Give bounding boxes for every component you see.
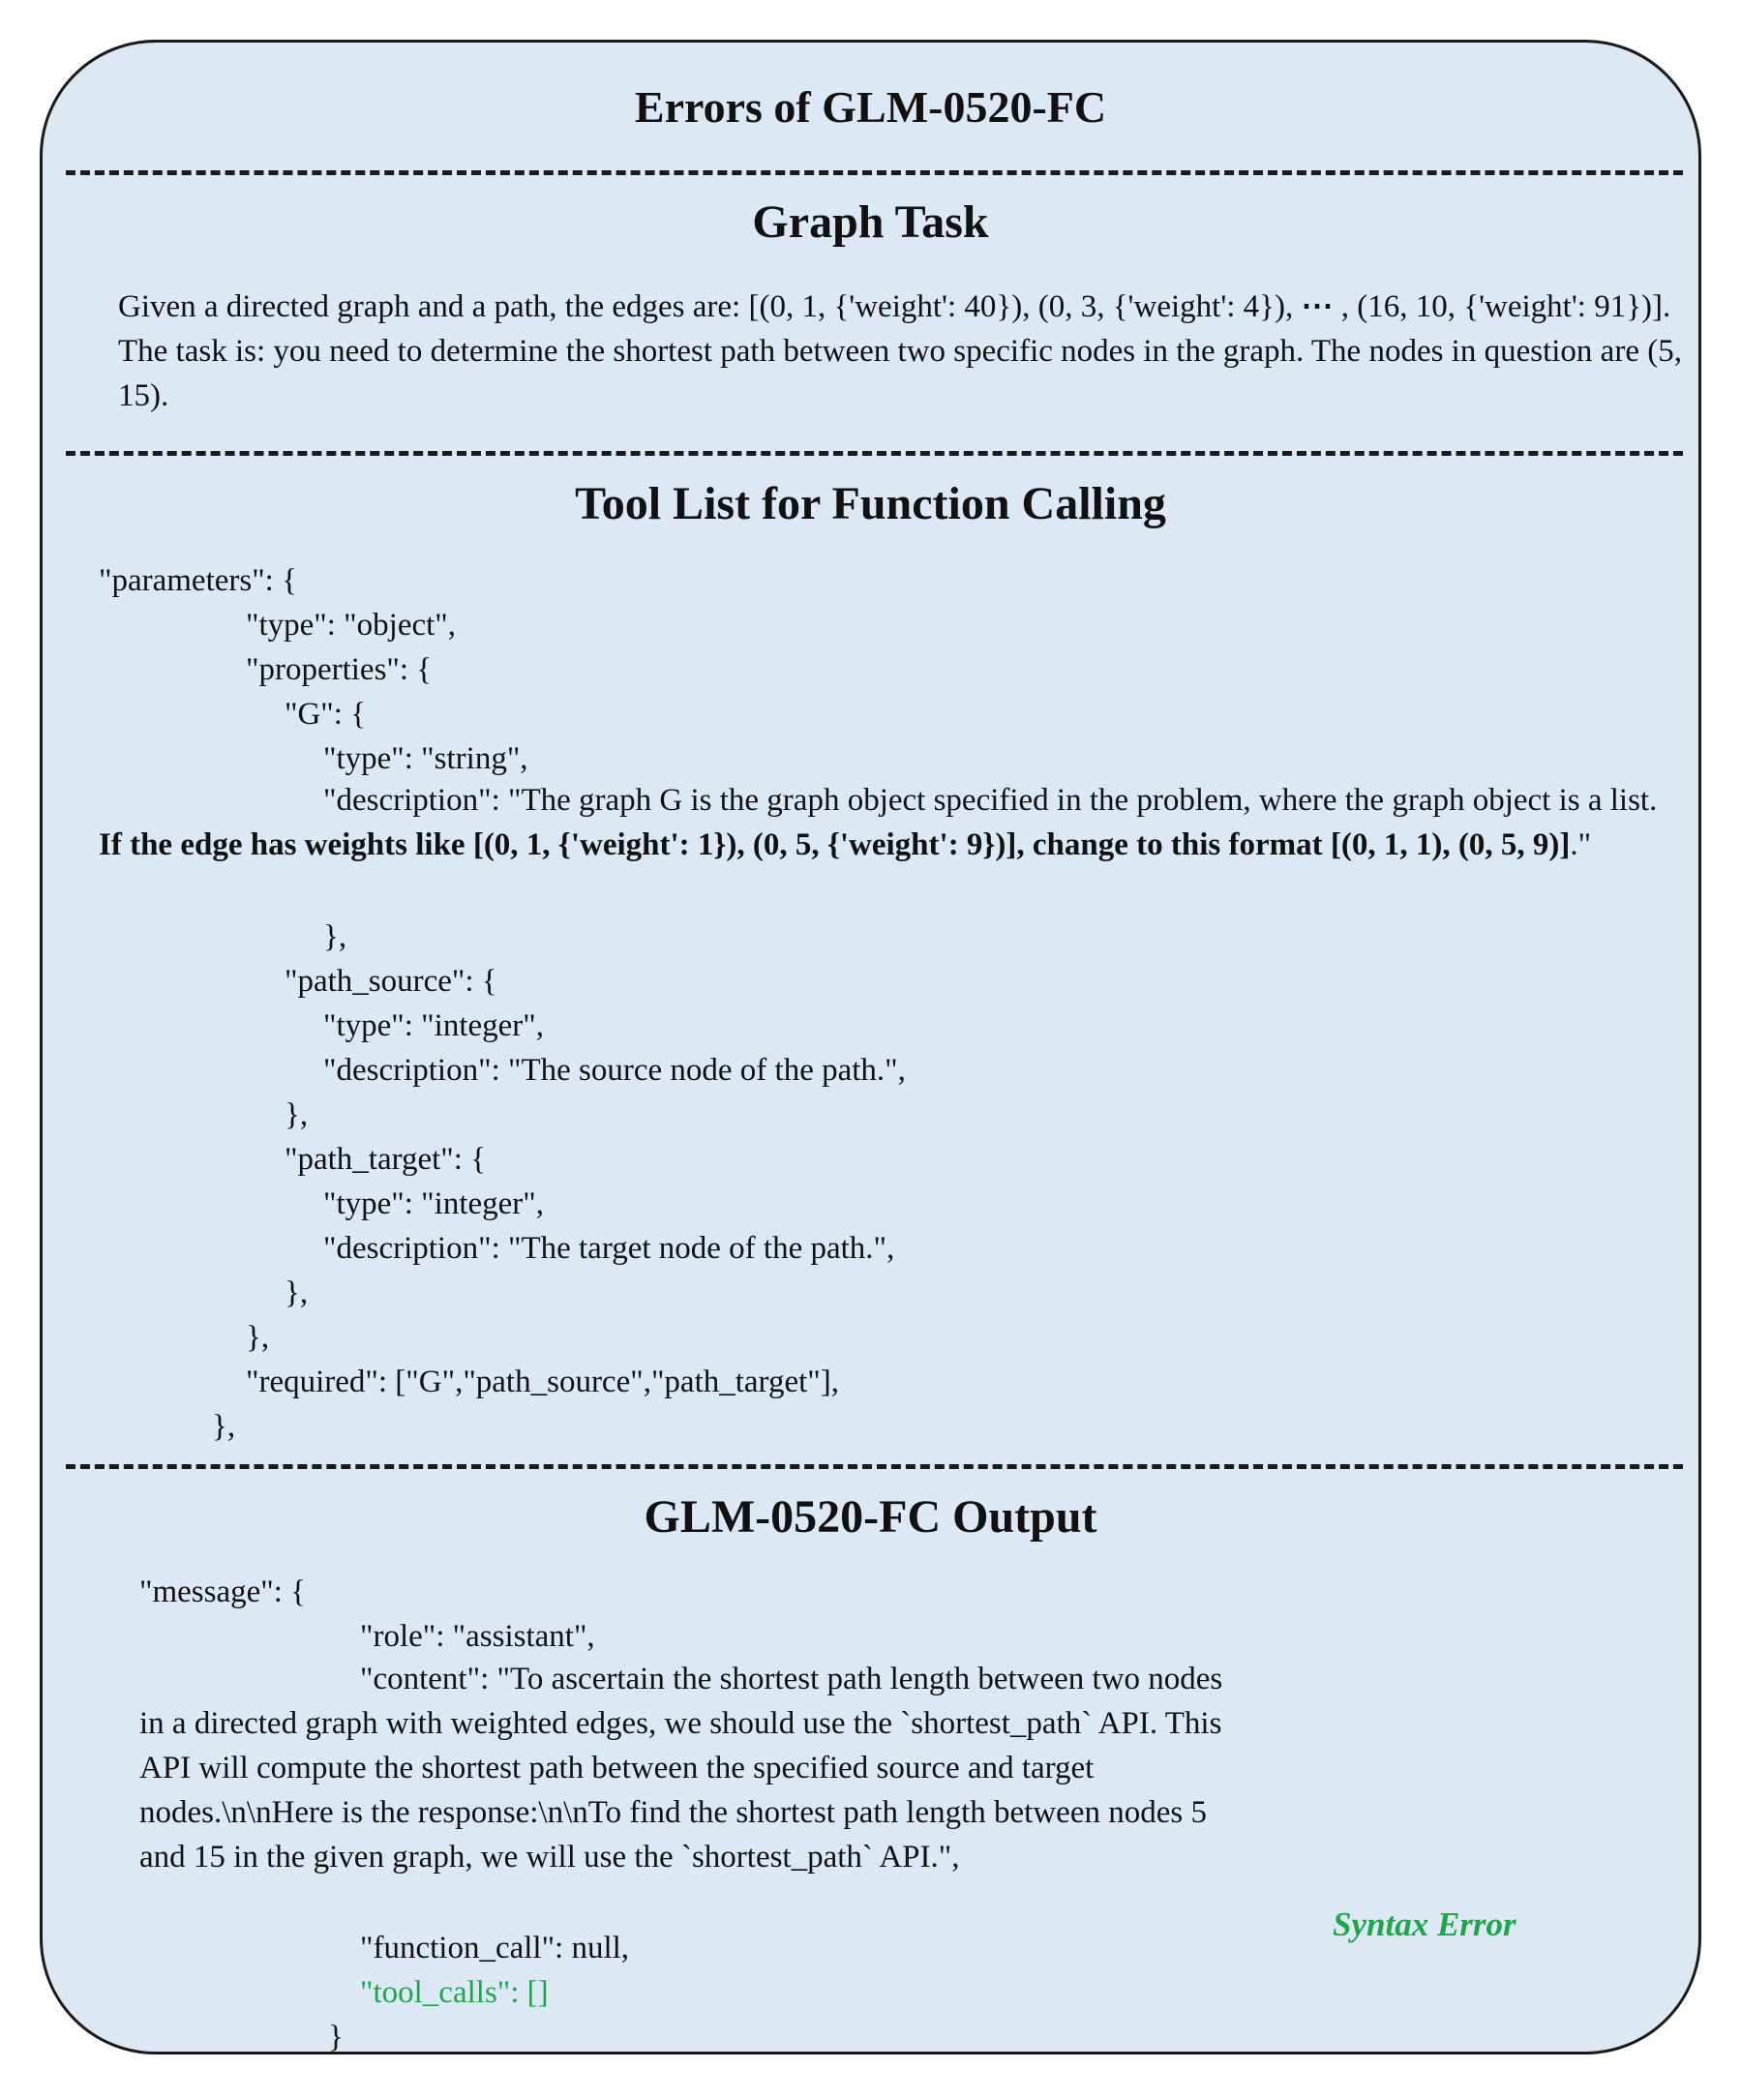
- output-line: "message": {: [139, 1575, 306, 1609]
- code-line: "description": "The target node of the path.",: [323, 1231, 895, 1266]
- code-line: "properties": {: [246, 652, 433, 687]
- page-title: Errors of GLM-0520-FC: [634, 82, 1107, 132]
- output-line: "function_call": null,: [360, 1931, 630, 1965]
- description-end: .": [1570, 827, 1592, 862]
- ellipsis-glyph: ⋯: [1301, 289, 1334, 324]
- code-line: "G": {: [285, 697, 367, 732]
- section-divider: [66, 170, 1683, 175]
- graph-task-text: [118, 285, 1696, 418]
- code-line: "type": "integer",: [323, 1008, 544, 1043]
- code-line: },: [285, 1097, 309, 1132]
- code-line: "type": "integer",: [323, 1186, 544, 1221]
- code-line: "path_target": {: [285, 1142, 487, 1177]
- description-block: [99, 778, 1666, 867]
- output-content: "content": "To ascertain the shortest path length between two nodes in a directed graph with weighted edges, we should use the `shortest_path` API. This API will compute the shortest path between the specified source and target nodes.\n\nHere is the response:\n\nTo find the shortest path length between nodes 5 and 15 in the given graph, we will use the `shortest_path` API.",: [139, 1662, 1223, 1875]
- description-bold: If the edge has weights like [(0, 1, {'weight': 1}), (0, 5, {'weight': 9})], change to this format [(0, 1, 1), (0, 5, 9)]: [99, 827, 1571, 862]
- code-line: "type": "string",: [323, 741, 528, 776]
- error-card: [40, 40, 1701, 2055]
- code-line: "type": "object",: [246, 608, 456, 643]
- section-divider: [66, 1464, 1683, 1469]
- code-line: },: [212, 1409, 236, 1444]
- output-heading: GLM-0520-FC Output: [644, 1491, 1097, 1543]
- code-line: "path_source": {: [285, 964, 497, 999]
- section-divider: [66, 451, 1683, 456]
- code-line: },: [285, 1275, 309, 1310]
- output-line: }: [328, 2020, 344, 2055]
- graph-task-heading: Graph Task: [752, 196, 989, 248]
- code-line: },: [246, 1320, 270, 1355]
- task-text-part1: Given a directed graph and a path, the edges are: [(0, 1, {'weight': 40}), (0, 3, {'weight': 4}),: [118, 289, 1302, 324]
- tool-list-heading: Tool List for Function Calling: [575, 478, 1166, 529]
- code-line: "required": ["G","path_source","path_target"],: [246, 1365, 839, 1399]
- code-line: "description": "The source node of the path.",: [323, 1053, 906, 1088]
- task-text-part2: , (16, 10, {'weight': 91})]. The task is: you need to determine the shortest path between two specific nodes in the graph. The nodes in question are (5, 15).: [118, 289, 1682, 413]
- code-line: "parameters": {: [99, 563, 297, 598]
- tool-calls-line: "tool_calls": []: [360, 1975, 549, 2010]
- output-line: "role": "assistant",: [360, 1619, 595, 1654]
- syntax-error-label: Syntax Error: [1333, 1905, 1516, 1943]
- description-plain: "description": "The graph G is the graph object specified in the problem, where the graph object is a list.: [323, 783, 1658, 818]
- code-line: },: [323, 919, 347, 954]
